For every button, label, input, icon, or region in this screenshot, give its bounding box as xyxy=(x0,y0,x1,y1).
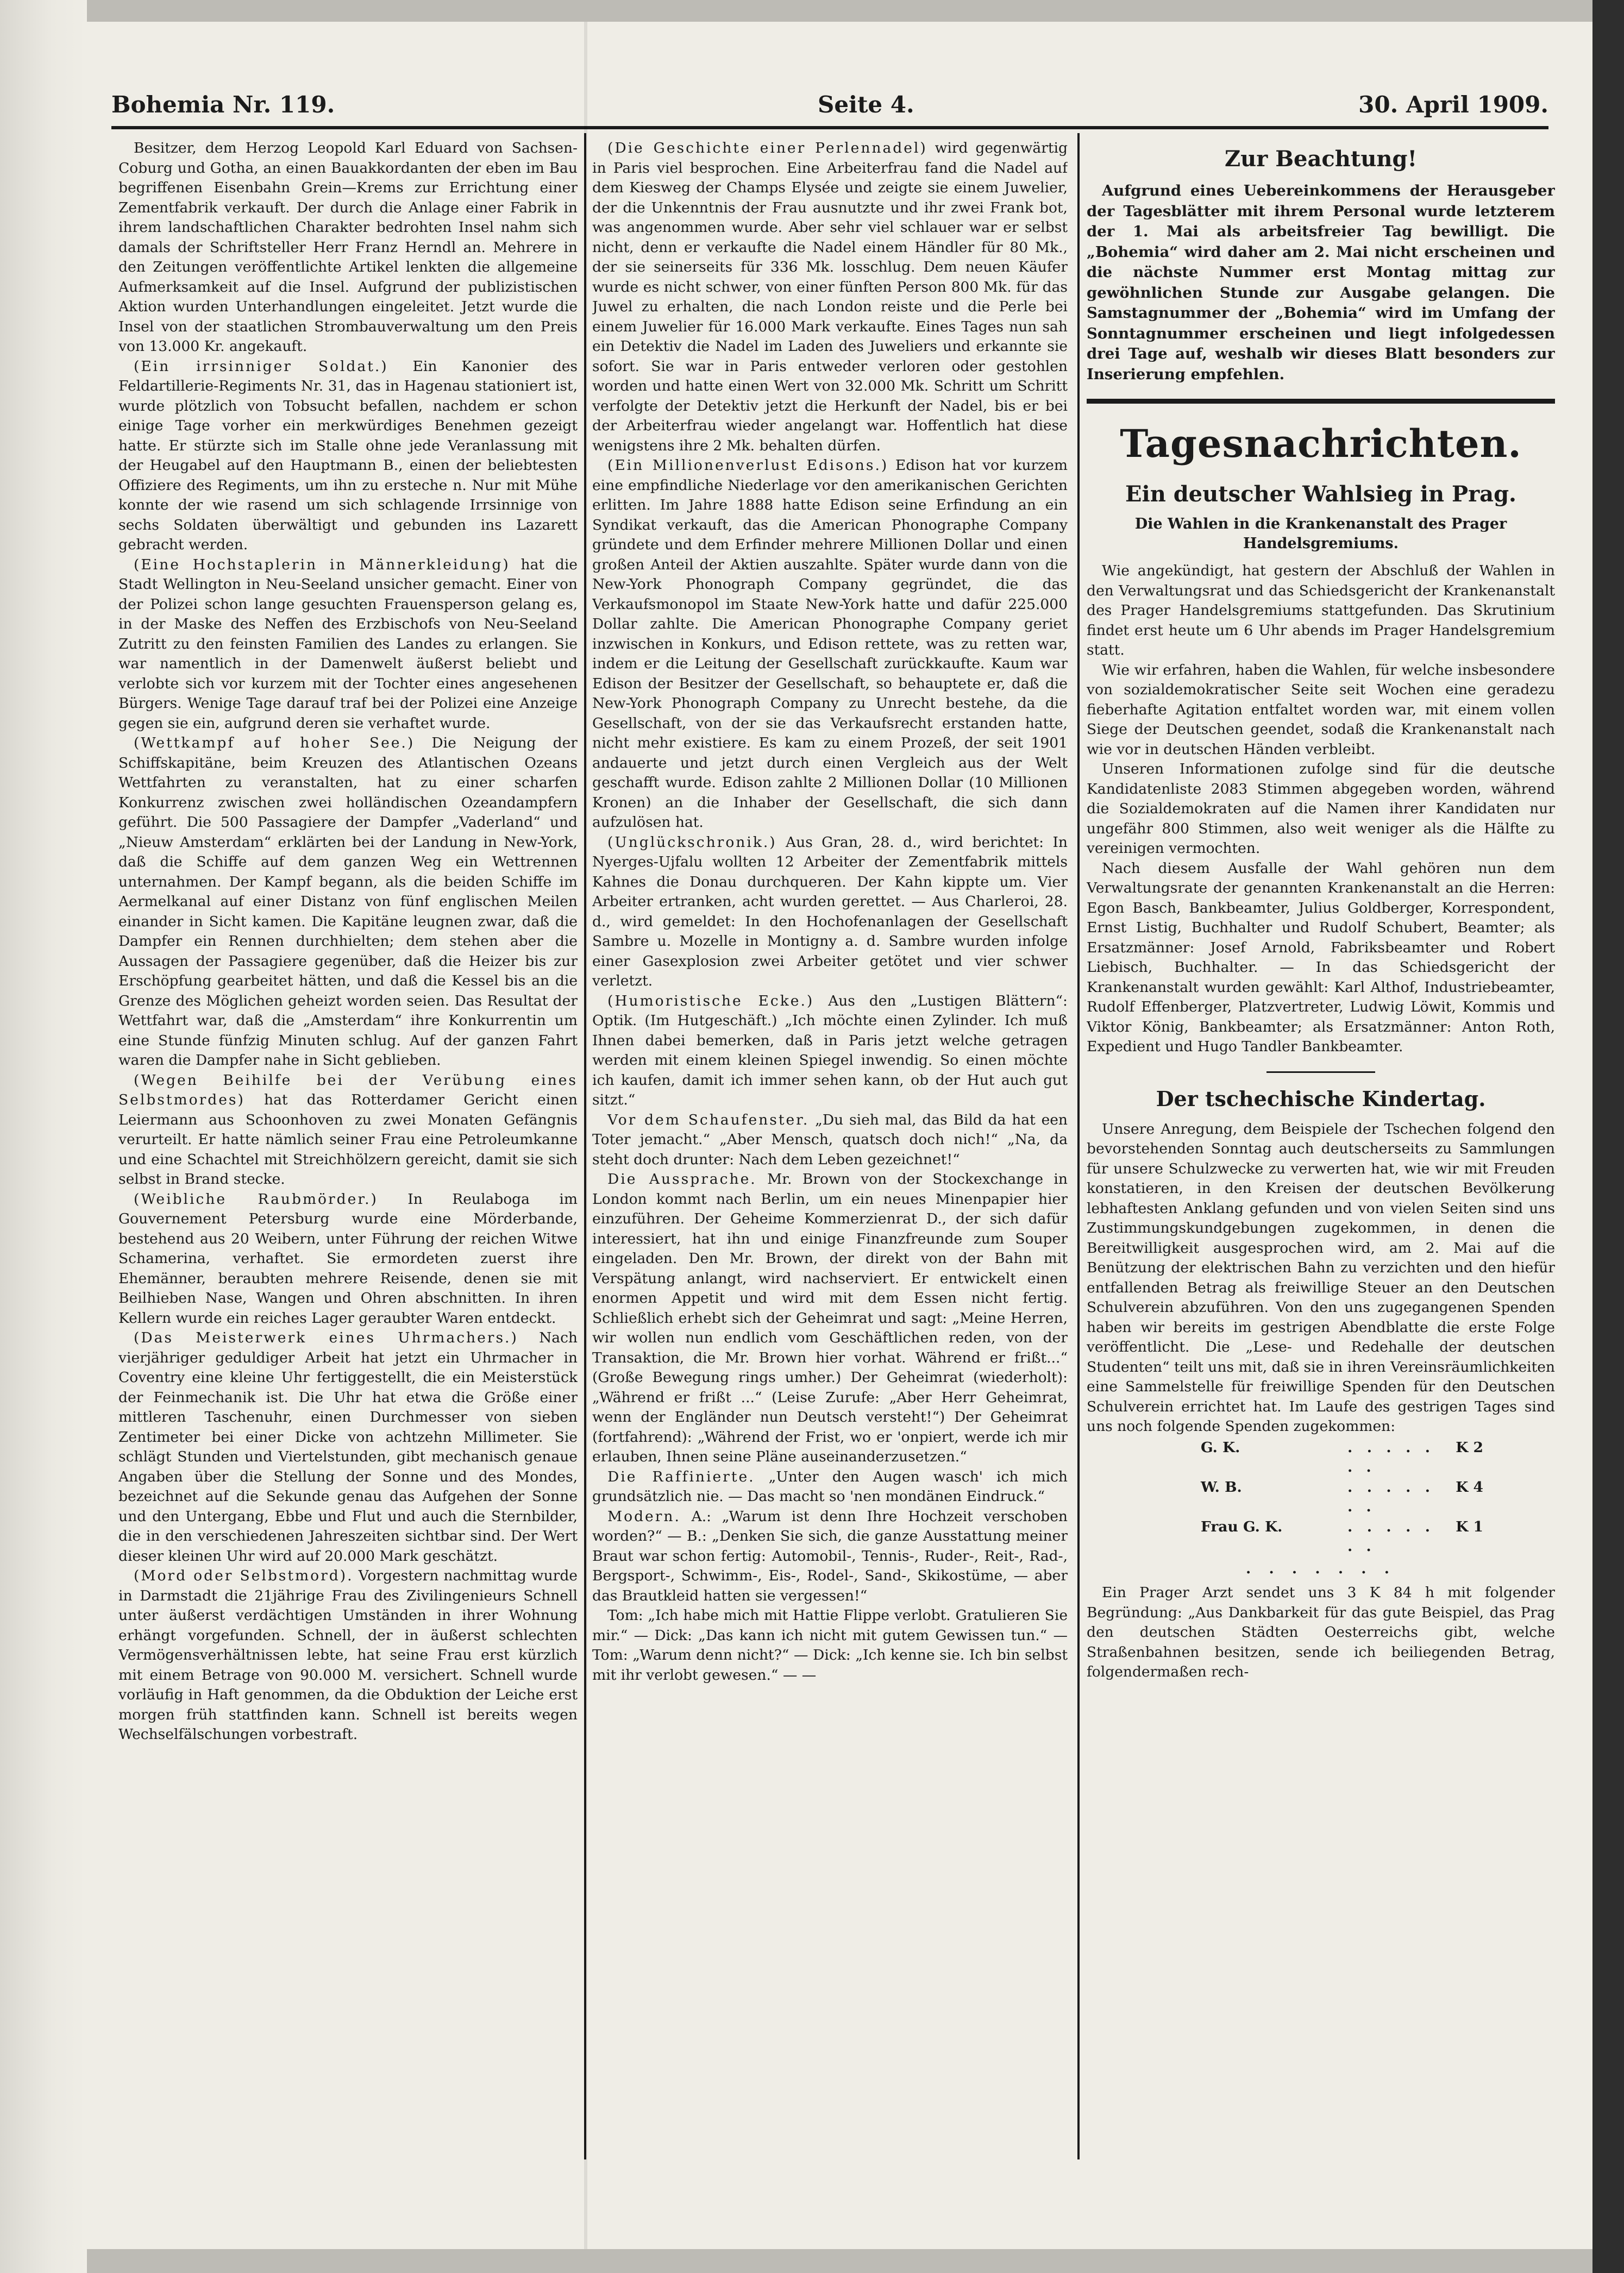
article-heading: (Ein irrsinniger Soldat.) xyxy=(134,357,388,375)
article-title-wahlsieg: Ein deutscher Wahlsieg in Prag. xyxy=(1125,481,1516,507)
article-text: Tom: „Ich habe mich mit Hattie Flippe verlobt. Gratulieren Sie mir.“ — Dick: „Das kann ich nicht mit gutem Gewissen tun.“ — Tom: „Warum denn nicht?“ — Dick: „Ich kenne sie. Ich bin selbst mit ihr verlobt gewesen.“ — — xyxy=(592,1607,1068,1684)
article-text: Die Neigung der Schiffskapitäne, beim Kreuzen des Atlantischen Ozeans Wettfahrten zu veranstalten, hat zu einer scharfen Konkurrenz zwischen zwei holländischen Ozeandampfern geführt. Die 500 Passagiere der Dampfer „Vaderland“ und „Nieuw Amsterdam“ erklärten bei der Landung in New-York, daß die Schiffe auf dem ganzen Weg ein Wettrennen unternahmen. Der Kampf begann, als die beiden Schiffe im Aermelkanal auf einer Distanz von fünf englischen Meilen einander in Sicht kamen. Die Kapitäne leugnen zwar, daß die Dampfer ein Rennen durchhielten; dem stehen aber die Aussagen der Passagiere gegenüber, daß die Heizer bis zur Erschöpfung gearbeitet hätten, und daß die Kessel bis an die Grenze des Möglichen geheizt worden seien. Das Resultat der Wettfahrt war, daß die „Amsterdam“ ihre Konkurrentin um eine Stunde fünfzig Minuten schlug. Auf der ganzen Fahrt waren die Dampfer nahe in Sicht geblieben. xyxy=(118,734,578,1069)
notice-text: Aufgrund eines Uebereinkommens der Herausgeber der Tagesblätter mit ihrem Personal wurde letzterem der 1. Mai als arbeitsfreier Tag bewilligt. Die „Bohemia“ wird daher am 2. Mai nicht erscheinen und die nächste Nummer erst Montag mittag zur gewöhnlichen Stunde zur Ausgabe gelangen. Die Samstagnummer der „Bohemia“ wird im Umfang der Sonntagnummer erscheinen und liegt infolgedessen drei Tage auf, weshalb wir dieses Blatt besonders zur Inserierung empfehlen. xyxy=(1087,182,1555,383)
article-text: Vorgestern nachmittag wurde in Darmstadt die 21jährige Frau des Zivilingenieurs Schnell unter äußerst verdächtigen Umständen in ihrer Wohnung erhängt vorgefunden. Schnell, der in äußerst schlechten Vermögensverhältnissen lebte, hat seine Frau erst kürzlich mit einem Betrage von 90.000 M. versichert. Schnell wurde vorläufig in Haft genommen, da die Obduktion der Leiche erst morgen früh stattfinden kann. Schnell ist bereits wegen Wechselfälschungen vorbestraft. xyxy=(118,1567,578,1743)
scan-left-margin xyxy=(0,0,87,2273)
article-paragraph xyxy=(118,1566,578,1745)
column-2 xyxy=(592,139,1068,2181)
donation-amount: K 4 xyxy=(1456,1478,1483,1496)
article-subtitle-wahlsieg: Die Wahlen in die Krankenanstalt des Prager Handelsgremiums. xyxy=(1134,516,1507,552)
article-heading: Vor dem Schaufenster. xyxy=(607,1111,810,1128)
article-paragraph xyxy=(118,733,578,1071)
article-paragraph xyxy=(592,991,1068,1110)
article-text: Besitzer, dem Herzog Leopold Karl Eduard von Sachsen-Coburg und Gotha, an einen Bauakkordanten der eben im Bau begriffenen Eisenbahn Grein—Krems zur Errichtung einer Zementfabrik verkauft. Der durch die Anlage einer Fabrik in ihrem landschaftlichen Charakter bedrohten Insel nahm sich damals der Schriftsteller Herr Franz Herndl an. Mehrere in den Zeitungen veröffentlichte Artikel lenkten die allgemeine Aufmerksamkeit auf die Insel. Aufgrund der publizistischen Aktion wurden Unterhandlungen eingeleitet. Jetzt wurde die Insel von der staatlichen Strombauverwaltung um den Preis von 13.000 Kr. angekauft. xyxy=(118,140,578,355)
donor-name: Frau G. K. xyxy=(1201,1518,1283,1535)
donation-dots: . . . . . . . xyxy=(1246,1560,1396,1577)
donation-list xyxy=(1087,1438,1555,1557)
donation-row xyxy=(1201,1517,1483,1557)
article-body-kindertag xyxy=(1087,1120,1555,1437)
article-divider xyxy=(1266,1071,1375,1073)
article-paragraph xyxy=(118,139,578,357)
article-heading: (Weibliche Raubmörder.) xyxy=(134,1190,378,1208)
donation-amount: K 1 xyxy=(1456,1518,1483,1535)
header-rule xyxy=(111,126,1548,129)
article-paragraph xyxy=(118,357,578,555)
article-text: wird gegenwärtig in Paris viel besprochen. Eine Arbeiterfrau fand die Nadel auf dem Kiesweg der Champs Elysée und zeigte sie einem Juwelier, der die Unkenntnis der Frau ausnutzte und ihr zwei Frank bot, was angenommen wurde. Aber sehr viel schlauer war er selbst nicht, denn er verkaufte die Nadel einem Händler für 80 Mk., der sie seinerseits für 336 Mk. losschlug. Dem neuen Käufer wurde es nicht schwer, von einer fünften Person 800 Mk. für das Juwel zu erhalten, die nach London reiste und die Perle bei einem Juwelier für 16.000 Mark verkaufte. Eines Tages nun sah ein Detektiv die Nadel im Laden des Juweliers und erkannte sie sofort. Sie war in Paris entweder verloren oder gestohlen worden und hatte einen Wert von 32.000 Mk. Schritt um Schritt verfolgte der Detektiv jetzt die Herkunft der Nadel, bis er bei der Arbeiterfrau wieder angelangt war. Hoffentlich hat diese wenigstens ihre 2 Mk. behalten dürfen. xyxy=(592,140,1068,454)
article-text: A.: „Warum ist denn Ihre Hochzeit verschoben worden?“ — B.: „Denken Sie sich, die ganze Ausstattung meiner Braut war schon fertig: Automobil-, Tennis-, Ruder-, Reit-, Rad-, Bergsport-, Schwimm-, Eis-, Rodel-, Sand-, Skikostüme, — aber das Brautkleid hatten sie vergessen!“ xyxy=(592,1508,1068,1604)
header-issue: Bohemia Nr. 119. xyxy=(111,91,335,118)
article-paragraph xyxy=(118,1071,578,1190)
donor-name: W. B. xyxy=(1201,1478,1242,1496)
article-heading: (Das Meisterwerk eines Uhrmachers.) xyxy=(134,1329,518,1346)
donor-name: G. K. xyxy=(1201,1439,1240,1456)
section-divider xyxy=(1087,399,1555,404)
article-paragraph xyxy=(592,456,1068,833)
article-paragraph xyxy=(592,1110,1068,1170)
article-text: hat das Rotterdamer Gericht einen Leiermann aus Schoonhoven zu zwei Monaten Gefängnis verurteilt. Er hatte nämlich seiner Frau eine Petroleumkanne und eine Schachtel mit Streichhölzern gereicht, damit sie sich selbst in Brand stecke. xyxy=(118,1091,578,1188)
article-text: Nach vierjähriger geduldiger Arbeit hat jetzt ein Uhrmacher in Coventry eine kleine Uhr fertiggestellt, die ein Meisterstück der Feinmechanik ist. Die Uhr hat etwa die Größe einer mittleren Taschenuhr, einen Durchmesser von sieben Zentimeter bei einer Dicke von achtzehn Millimeter. Sie schlägt Stunden und Viertelstunden, gibt mechanisch genaue Angaben über die Stellung der Sonne und des Mondes, bezeichnet auf die Sekunde genau das Aufgehen der Sonne und den Untergang, Ebbe und Flut und auch die Sternbilder, die in den verschiedenen Jahreszeiten sichtbar sind. Der Wert dieser kleinen Uhr wird auf 20.000 Mark geschätzt. xyxy=(118,1329,578,1565)
column-3 xyxy=(1087,139,1555,2181)
article-paragraph xyxy=(118,555,578,734)
article-title-kindertag: Der tschechische Kindertag. xyxy=(1156,1086,1486,1111)
donation-leader: . . . . . . . xyxy=(1347,1478,1434,1515)
donation-row xyxy=(1201,1478,1483,1517)
article-paragraph: Unseren Informationen zufolge sind für die deutsche Kandidatenliste 2083 Stimmen abgegeben worden, während die Sozialdemokraten auf die Namen ihrer Kandidaten nur ungefähr 800 Stimmen, also weit weniger als die Hälfte zu vereinigen vermochten. xyxy=(1087,761,1555,857)
article-text: „Du sieh mal, das Bild da hat een Toter jemacht.“ „Aber Mensch, quatsch doch nich!“ „Na, da steht doch drunter: Nach dem Leben gezeichnet!“ xyxy=(592,1111,1068,1168)
article-heading: (Wegen Beihilfe bei der Verübung eines Selbstmordes) xyxy=(118,1071,578,1108)
article-heading: (Die Geschichte einer Perlennadel) xyxy=(607,140,927,156)
article-text: hat die Stadt Wellington in Neu-Seeland unsicher gemacht. Einer von der Polizei schon lange gesuchten Frauensperson gelang es, in der Maske des Neffen des Erzbischofs von Neu-Seeland Zutritt zu den feinsten Familien des Landes zu erlangen. Sie war namentlich in der Damenwelt äußerst beliebt und verlobte sich vor kurzem mit der Tochter eines angesehenen Bürgers. Wenige Tage darauf traf bei der Polizei eine Anzeige gegen sie ein, aufgrund deren sie verhaftet wurde. xyxy=(118,556,578,732)
section-title: Tagesnachrichten. xyxy=(1120,421,1522,466)
article-paragraph: Wie angekündigt, hat gestern der Abschluß der Wahlen in den Verwaltungsrat und das Schiedsgericht der Krankenanstalt des Prager Handelsgremiums stattgefunden. Das Skrutinium findet erst heute um 6 Uhr abends im Prager Handelsgremium statt. xyxy=(1087,562,1555,658)
article-heading: (Eine Hochstaplerin in Männerkleidung) xyxy=(134,556,510,573)
article-text: Edison hat vor kurzem eine empfindliche Niederlage vor den amerikanischen Gerichten erlitten. Im Jahre 1888 hatte Edison seine Erfindung an ein Syndikat verkauft, das die American Phonographe Company gründete und dem Erfinder mehrere Millionen Dollar und einen großen Anteil der Aktien auszahlte. Später wurde dann von die New-York Phonograph Company gegründet, die das Verkaufsmonopol im Staate New-York hatte und dafür 225.000 Dollar zahlte. Die American Phonographe Company geriet inzwischen in Konkurs, und Edison rettete, was zu retten war, indem er die Leitung der Gesellschaft zurückkaufte. Kaum war Edison der Besitzer der Gesellschaft, so behauptete er, daß die New-York Phonograph Company zu Unrecht bestehe, da die Gesellschaft, von der sie das Verkaufsrecht erstanden hatte, nicht mehr existiere. Es kam zu einem Prozeß, der seit 1901 andauerte und jetzt durch einen Vergleich aus der Welt geschafft wurde. Edison zahlte 2 Millionen Dollar (10 Millionen Kronen) an die Inhaber der Gesellschaft, die sich dann aufzulösen hat. xyxy=(592,457,1068,831)
article-body-wahlsieg xyxy=(1087,561,1555,1057)
article-heading: (Humoristische Ecke.) xyxy=(607,992,814,1009)
scan-right-border xyxy=(1592,0,1624,2273)
column-1 xyxy=(118,139,578,2181)
donation-leader: . . . . . . . xyxy=(1347,1518,1434,1555)
column-divider-2 xyxy=(1077,133,1080,2159)
donation-amount: K 2 xyxy=(1456,1439,1483,1456)
notice-title: Zur Beachtung! xyxy=(1224,146,1418,172)
article-text: Ein Kanonier des Feldartillerie-Regiments Nr. 31, das in Hagenau stationiert ist, wurde plötzlich von Tobsucht befallen, nachdem er schon einige Tage vorher ein merkwürdiges Benehmen gezeigt hatte. Er stürzte sich im Stalle ohne jede Veranlassung mit der Heugabel auf den Hauptmann B., einen der beliebtesten Offiziere des Regiments, um ihn zu ersteche n. Nur mit Mühe konnte der wie rasend um sich schlagende Irrsinnige von sechs Soldaten überwältigt und gebunden ins Lazarett gebracht werden. xyxy=(118,357,578,553)
article-paragraph xyxy=(118,1190,578,1329)
donation-row xyxy=(1201,1438,1483,1478)
article-heading: Die Aussprache. xyxy=(607,1171,757,1188)
article-text: Mr. Brown von der Stockexchange in London kommt nach Berlin, um ein neues Minenpapier hier einzuführen. Der Geheime Kommerzienrat D., der sich dafür interessiert, hat ihn und einige Finanzfreunde zum Souper eingeladen. Den Mr. Brown, der direkt von der Bahn mit Verspätung anlangt, wird nachserviert. Er entwickelt einen enormen Appetit und wird mit dem Essen nicht fertig. Schließlich erhebt sich der Geheimrat und sagt: „Meine Herren, wir wollen nun endlich vom Geschäftlichen reden, von der Transaktion, die Mr. Brown hier vorhat. Während er frißt...“ (Große Bewegung rings umher.) Der Geheimrat (wiederholt): „Während er frißt ...“ (Leise Zurufe: „Aber Herr Geheimrat, wenn der Engländer nun Deutsch versteht!“) Der Geheimrat (fortfahrend): „Während der Frist, wo er 'onpiert, werde ich mir erlauben, Ihnen seine Pläne auseinanderzusetzen.“ xyxy=(592,1171,1068,1465)
article-heading: Modern. xyxy=(607,1508,681,1525)
article-closing-kindertag: Ein Prager Arzt sendet uns 3 K 84 h mit folgender Begründung: „Aus Dankbarkeit für das gute Beispiel, das Prag den deutschen Städten Oesterreichs gibt, welche Straßenbahnen besitzen, sende ich beiliegenden Betrag, folgendermaßen rech- xyxy=(1087,1584,1555,1680)
article-heading: (Wettkampf auf hoher See.) xyxy=(134,734,415,751)
article-text: „Unter den Augen wasch' ich mich grundsätzlich nie. — Das macht so 'nen mondänen Eindruck.“ xyxy=(592,1468,1068,1505)
article-paragraph: Unsere Anregung, dem Beispiele der Tschechen folgend den bevorstehenden Sonntag auch deutscherseits zu Sammlungen für unsere Schulzwecke zu verwerten hat, wie wir mit Freuden konstatieren, in den Kreisen der deutschen Bevölkerung lebhaftesten Anklang gefunden und von vielen Seiten sind uns Zustimmungskundgebungen zugekommen, in denen die Bereitwilligkeit ausgesprochen wird, am 2. Mai auf die Benützung der elektrischen Bahn zu verzichten und den hiefür entfallenden Betrag als freiwillige Steuer an den Deutschen Schulverein abzuführen. Von den uns zugegangenen Spenden haben wir bereits im gestrigen Abendblatte die erste Folge veröffentlicht. Die „Lese- und Redehalle der deutschen Studenten“ teilt uns mit, daß sie in ihren Vereinsräumlichkeiten eine Sammelstelle für freiwillige Spenden für den Deutschen Schulverein errichtet hat. Im Laufe des gestrigen Tages sind uns noch folgende Spenden zugekommen: xyxy=(1087,1120,1555,1435)
article-paragraph xyxy=(592,1467,1068,1507)
article-paragraph xyxy=(592,1507,1068,1606)
header-date: 30. April 1909. xyxy=(1358,91,1548,118)
article-paragraph xyxy=(592,1606,1068,1685)
notice-body xyxy=(1087,181,1555,385)
article-paragraph xyxy=(592,1170,1068,1467)
article-paragraph xyxy=(592,139,1068,456)
page-fold-shadow xyxy=(584,22,587,2249)
article-paragraph: Nach diesem Ausfalle der Wahl gehören nun dem Verwaltungsrate der genannten Krankenanstalt an die Herren: Egon Basch, Bankbeamter, Julius Goldberger, Korrespondent, Ernst Listig, Buchhalter und Rudolf Schubert, Beamter; als Ersatzmänner: Josef Arnold, Fabriksbeamter und Robert Liebisch, Buchhalter. — In das Schiedsgericht der Krankenanstalt wurden gewählt: Karl Althof, Industriebeamter, Rudolf Effenberger, Platzvertreter, Ludwig Löwit, Kommis und Viktor König, Bankbeamter; als Ersatzmänner: Anton Roth, Expedient und Hugo Tandler Bankbeamter. xyxy=(1087,859,1555,1055)
article-heading: (Unglückschronik.) xyxy=(607,833,777,851)
article-paragraph xyxy=(592,833,1068,991)
article-text: Aus den „Lustigen Blättern“: Optik. (Im Hutgeschäft.) „Ich möchte einen Zylinder. Ich muß Ihnen dabei bemerken, daß in Paris jetzt welche getragen werden mit einem kleinen Spiegel inwendig. So einen möchte ich kaufen, damit ich immer sehen kann, ob der Hut auch gut sitzt.“ xyxy=(592,992,1068,1108)
article-heading: (Ein Millionenverlust Edisons.) xyxy=(607,457,889,474)
article-paragraph: Wie wir erfahren, haben die Wahlen, für welche insbesondere von sozialdemokratischer Seite seit Wochen eine geradezu fieberhafte Agitation entfaltet worden war, mit einem vollen Siege der Deutschen geendet, sodaß die Krankenanstalt nach wie vor in deutschen Händen verbleibt. xyxy=(1087,661,1555,758)
header-page-number: Seite 4. xyxy=(818,91,914,118)
article-text: In Reulaboga im Gouvernement Petersburg wurde eine Mörderbande, bestehend aus 20 Weibern, unter Führung der reichen Witwe Schamerina, verhaftet. Sie ermordeten zuerst ihre Ehemänner, beraubten mehrere Reisende, denen sie mit Beilhieben Nase, Wangen und Ohren abschnitten. In ihren Kellern wurde ein reiches Lager geraubter Waren entdeckt. xyxy=(118,1190,578,1327)
article-heading: Die Raffinierte. xyxy=(607,1468,755,1485)
article-paragraph xyxy=(118,1328,578,1566)
page-header xyxy=(111,86,1548,129)
article-text: Aus Gran, 28. d., wird berichtet: In Nyerges-Ujfalu wollten 12 Arbeiter der Zementfabrik mittels Kahnes die Donau durchqueren. Der Kahn kippte um. Vier Arbeiter ertranken, acht wurden gerettet. — Aus Charleroi, 28. d., wird gemeldet: In den Hochofenanlagen der Gesellschaft Sambre u. Mozelle in Montigny a. d. Sambre wurden infolge einer Gasexplosion zwei Arbeiter getötet und vier schwer verletzt. xyxy=(592,833,1068,989)
article-heading: (Mord oder Selbstmord). xyxy=(134,1567,354,1584)
donation-leader: . . . . . . . xyxy=(1347,1439,1434,1475)
